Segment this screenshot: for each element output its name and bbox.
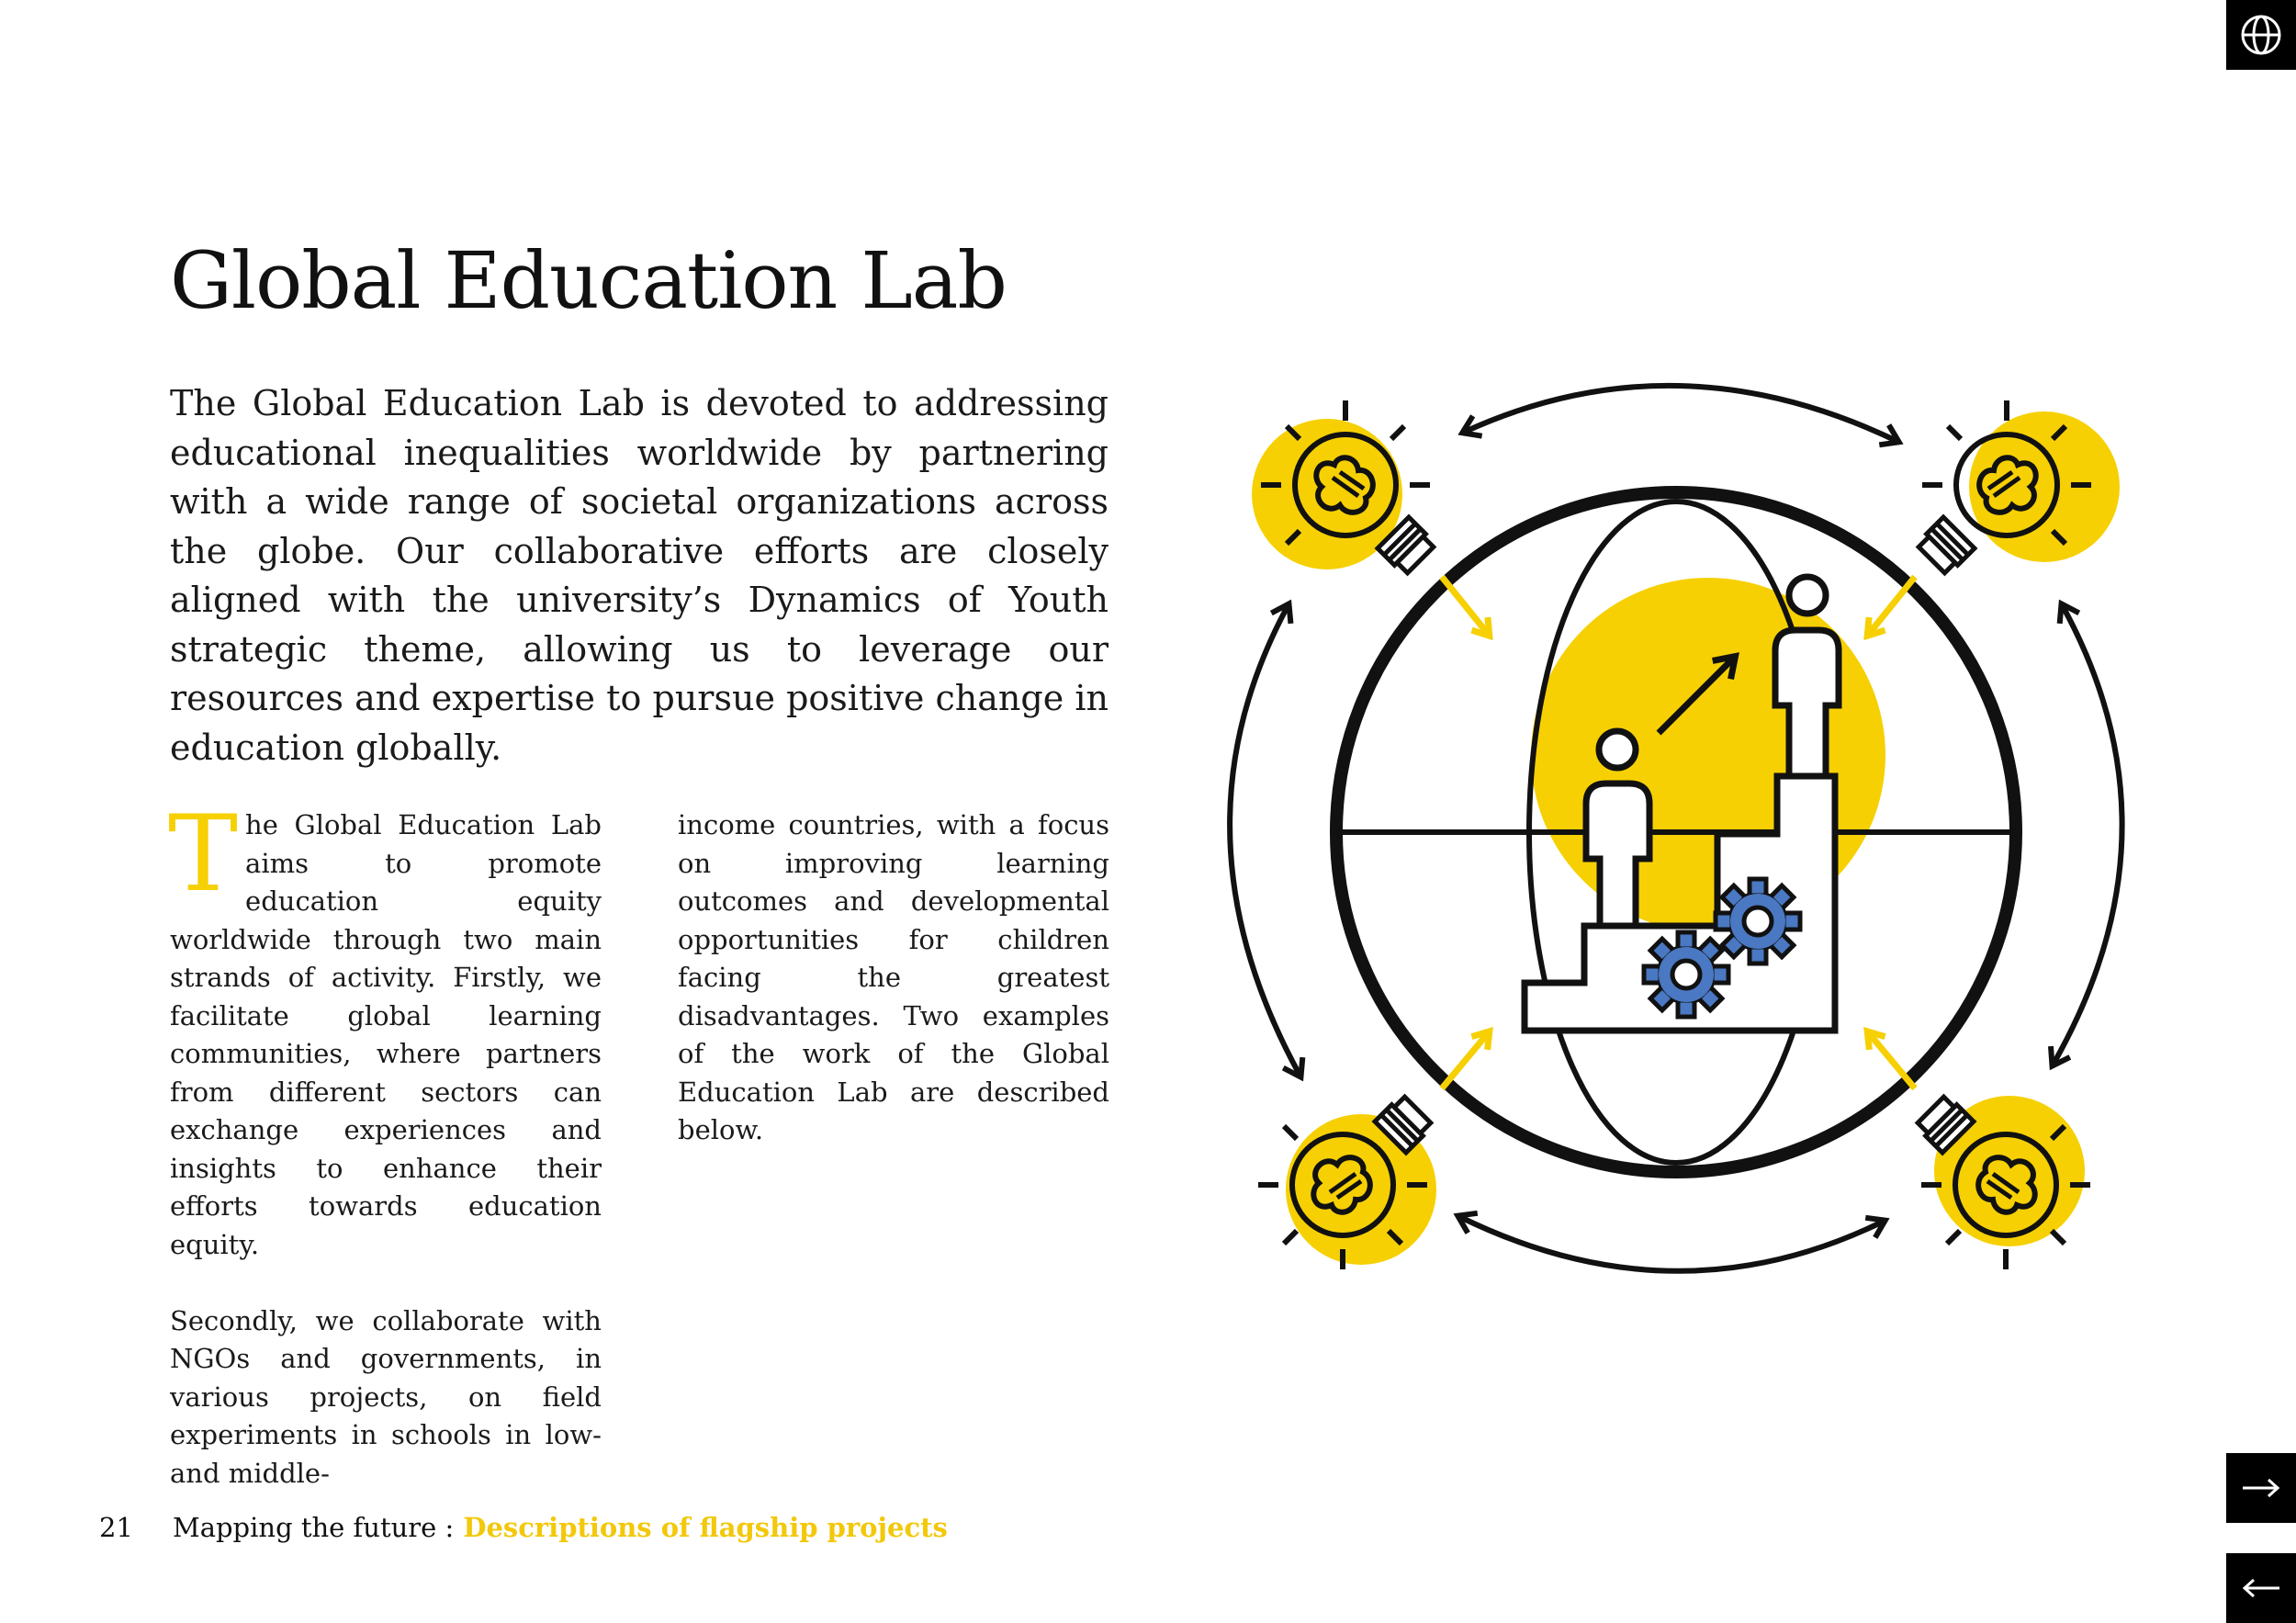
globe-button[interactable] bbox=[2226, 0, 2296, 70]
gear-icon bbox=[1716, 879, 1800, 964]
gear-icon bbox=[1644, 932, 1728, 1017]
footer-section: Mapping the future : bbox=[173, 1512, 455, 1543]
lead-paragraph: The Global Education Lab is devoted to addressing educational inequalities worldwide by partnering with a wide range of societal organizations across the globe. Our collaborative efforts are closely aligned with the university’s Dynamics of Youth strategic theme, allowing us to leverage our resources and expertise to pursue positive change in education globally. bbox=[170, 383, 1109, 768]
page-title: Global Education Lab bbox=[170, 236, 1007, 327]
body-paragraph-3: income countries, with a focus on improving learning outcomes and developmental opportunities for children facing the greatest disadvantages. Two examples of the work of the Global Education Lab are described below. bbox=[678, 809, 1109, 1145]
global-education-illustration bbox=[1217, 367, 2135, 1286]
body-paragraph-2: Secondly, we collaborate with NGOs and governments, in various projects, on field experiments in schools in low- and middle- bbox=[170, 1304, 602, 1489]
body-paragraph-1-text: he Global Education Lab aims to promote education equity worldwide through two main strands of activity. Firstly, we facilitate global learning communities, where partners from different sectors can exchange experiences and insights to enhance their efforts towards education equity. bbox=[170, 809, 602, 1260]
body-column-right bbox=[678, 806, 1109, 1188]
page-footer bbox=[99, 1511, 948, 1544]
previous-page-button[interactable] bbox=[2226, 1553, 2296, 1623]
arrow-left-icon bbox=[2241, 1577, 2281, 1599]
dropcap: T bbox=[168, 793, 239, 915]
footer-highlight-link[interactable]: Descriptions of flagship projects bbox=[463, 1512, 948, 1543]
arrow-right-icon bbox=[2241, 1477, 2281, 1499]
next-page-button[interactable] bbox=[2226, 1453, 2296, 1523]
body-paragraph-1 bbox=[168, 793, 602, 1264]
page-number: 21 bbox=[99, 1512, 133, 1543]
body-column-left bbox=[168, 793, 602, 1531]
globe-icon bbox=[2239, 13, 2283, 57]
